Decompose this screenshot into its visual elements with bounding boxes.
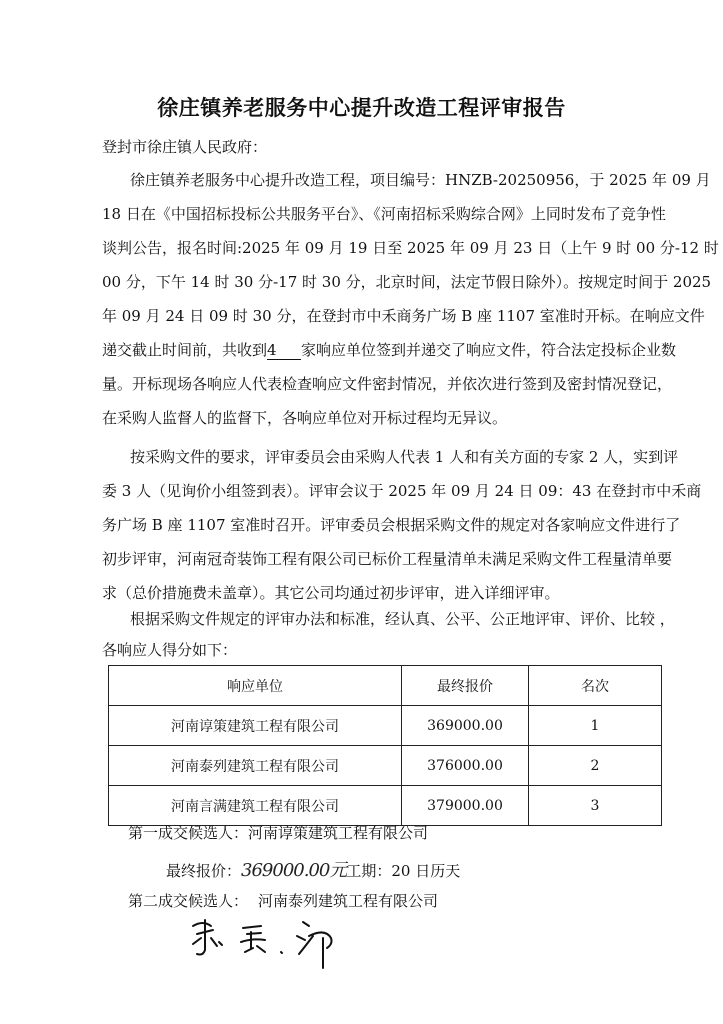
bid-rank: 2 (529, 746, 662, 786)
text-line: 根据采购文件规定的评审办法和标准，经认真、公平、公正地评审、评价、比较 ， (130, 610, 675, 628)
table-header-row (109, 666, 662, 706)
bidder-name: 河南泰列建筑工程有限公司 (109, 746, 402, 786)
table-row (109, 786, 662, 826)
text-line (102, 333, 677, 367)
text-line: 量。开标现场各响应人代表检查响应文件密封情况，并依次进行签到及密封情况登记， (102, 375, 673, 393)
header-rank: 名次 (529, 666, 662, 706)
paragraph-opening (102, 163, 719, 435)
paragraph-evaluation (102, 440, 702, 610)
bidder-count: 4 (267, 341, 301, 360)
text-line: 在采购人监督人的监督下，各响应单位对开标过程均无异议。 (102, 409, 508, 427)
table-row (109, 706, 662, 746)
bidder-name: 河南谆策建筑工程有限公司 (109, 706, 402, 746)
header-bidder: 响应单位 (109, 666, 402, 706)
text-line: 各响应人得分如下： (102, 641, 238, 659)
text-line: 务广场 B 座 1107 室准时召开。评审委员会根据采购文件的规定对各家响应文件进行了 (102, 516, 681, 534)
bid-price: 369000.00 (402, 706, 529, 746)
first-candidate (128, 822, 428, 843)
bid-rank: 3 (529, 786, 662, 826)
label: 最终报价： (166, 862, 242, 880)
results-table (108, 665, 662, 826)
text-line: 00 分，下午 14 时 30 分-17 时 30 分，北京时间，法定节假日除外）。按规定时间于 2025 (102, 273, 712, 291)
text-line: 18 日在《中国招标投标公共服务平台》、《河南招标采购综合网》上同时发布了竞争性 (102, 205, 666, 223)
text-line: 徐庄镇养老服务中心提升改造工程，项目编号：HNZB-20250956，于 2025 年 09 月 (130, 171, 711, 189)
header-price: 最终报价 (402, 666, 529, 706)
handwritten-signatures (185, 912, 345, 972)
text-line: 委 3 人（见询价小组签到表）。评审会议于 2025 年 09 月 24 日 09：43 在登封市中禾商 (102, 482, 702, 500)
text-line: 年 09 月 24 日 09 时 30 分，在登封市中禾商务广场 B 座 1107 室准时开标。在响应文件 (102, 307, 705, 325)
label: 第一成交候选人： (128, 824, 249, 842)
bid-price: 379000.00 (402, 786, 529, 826)
label: 第二成交候选人： (128, 892, 249, 910)
handwritten-price: 369000.00元 (241, 860, 347, 881)
first-candidate-name: 河南谆策建筑工程有限公司 (248, 824, 429, 842)
addressee: 登封市徐庄镇人民政府： (102, 138, 268, 156)
paragraph-scoring (102, 602, 675, 664)
second-candidate-name: 河南泰列建筑工程有限公司 (258, 892, 439, 910)
final-price-line (166, 856, 460, 882)
duration: 工期：20 日历天 (346, 862, 461, 880)
text-line: 求（总价措施费未盖章）。其它公司均通过初步评审，进入详细评审。 (102, 584, 560, 602)
second-candidate (128, 890, 438, 911)
text-segment: 家响应单位签到并递交了响应文件，符合法定投标企业数 (301, 341, 677, 359)
bidder-name: 河南言满建筑工程有限公司 (109, 786, 402, 826)
text-line: 按采购文件的要求，评审委员会由采购人代表 1 人和有关方面的专家 2 人，实到评 (130, 448, 679, 466)
text-line: 初步评审，河南冠奇装饰工程有限公司已标价工程量清单未满足采购文件工程量清单要 (102, 550, 673, 568)
text-segment: 递交截止时间前，共收到 (102, 341, 268, 359)
bid-price: 376000.00 (402, 746, 529, 786)
report-title: 徐庄镇养老服务中心提升改造工程评审报告 (157, 96, 566, 120)
text-line: 谈判公告，报名时间:2025 年 09 月 19 日至 2025 年 09 月 23 日（上午 9 时 00 分-12 时 (102, 239, 719, 257)
table-row (109, 746, 662, 786)
bid-rank: 1 (529, 706, 662, 746)
